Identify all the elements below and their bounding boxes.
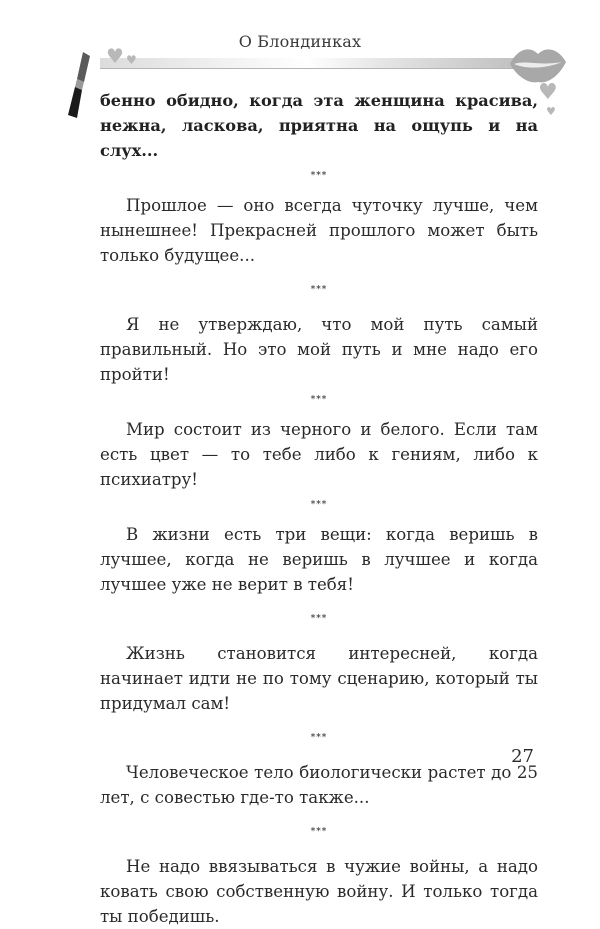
heart-icon: ♥ [126, 53, 137, 67]
paragraph: В жизни есть три вещи: когда веришь в лучшее, когда не веришь в лучшее и когда лучшее уже не верит в тебя! [100, 525, 538, 594]
page-body [100, 88, 538, 929]
heart-icon: ♥ [546, 105, 556, 118]
paragraph: Жизнь становится интересней, когда начинает идти не по тому сценарию, который ты придумал сам! [100, 644, 538, 713]
section-separator: *** [310, 395, 328, 405]
paragraph: Мир состоит из черного и белого. Если там есть цвет — то тебе либо к гениям, либо к психиатру! [100, 420, 538, 489]
heart-icon: ♥ [538, 80, 558, 105]
section-separator: *** [310, 285, 328, 295]
running-head: О Блондинках [238, 32, 362, 51]
paragraph: Я не утверждаю, что мой путь самый правильный. Но это мой путь и мне надо его пройти! [100, 315, 538, 384]
header-decorative-bar [100, 58, 530, 69]
section-separator: *** [310, 171, 328, 181]
paragraph: Человеческое тело биологически растет до 25 лет, с совестью где-то также... [100, 763, 538, 807]
heart-icon: ♥ [106, 44, 124, 68]
page-number: 27 [511, 746, 534, 767]
section-separator: *** [310, 614, 328, 624]
section-separator: *** [310, 733, 328, 743]
paragraph: Прошлое — оно всегда чуточку лучше, чем нынешнее! Прекрасней прошлого может быть только будущее... [100, 196, 538, 265]
section-separator: *** [310, 827, 328, 837]
paragraph: Не надо ввязываться в чужие войны, а надо ковать свою собственную войну. И только тогда ты победишь. [100, 857, 538, 926]
lipstick-icon [66, 52, 96, 122]
opening-fragment: бенно обидно, когда эта женщина красива, нежна, ласкова, приятна на ощупь и на слух... [100, 91, 538, 160]
section-separator: *** [310, 500, 328, 510]
lips-kiss-icon [508, 44, 568, 84]
